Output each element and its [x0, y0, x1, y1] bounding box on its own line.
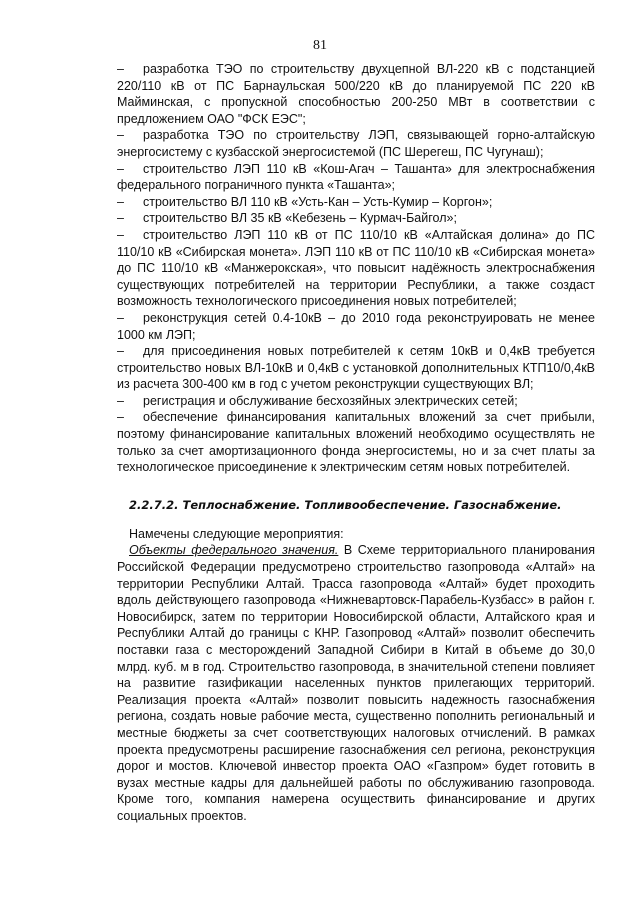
list-item-text: для присоединения новых потребителей к сетям 10кВ и 0,4кВ требуется строительство новых ВЛ-10кВ и 0,4кВ с установкой дополнительных КТП10/0,4кВ из расчета 300-400 км в год с учетом реконструкции существующих ВЛ; — [117, 344, 595, 392]
section-heading: 2.2.7.2. Теплоснабжение. Топливообеспечение. Газоснабжение. — [129, 497, 562, 512]
list-item — [117, 127, 595, 160]
list-item-text: обеспечение финансирования капитальных вложений за счет прибыли, поэтому финансирование капитальных вложений необходимо осуществлять не только за счет амортизационного фонда энергосистемы, но и за счет платы за технологическое присоединение к электрическим сетям новых потребителей. — [117, 410, 595, 475]
bullet-list — [117, 61, 595, 476]
list-item-text: строительство ЛЭП 110 кВ от ПС 110/10 кВ «Алтайская долина» до ПС 110/10 кВ «Сибирская монета». ЛЭП 110 кВ от ПС 110/10 кВ «Сибирская монета» до ПС 110/10 кВ «Манжерокская», что повысит надёжность электроснабжения существующих потребителей на территории Республики, а также создаст возможность технологического присоединения новых потребителей; — [117, 227, 595, 309]
list-item-text: реконструкция сетей 0.4-10кВ – до 2010 года реконструировать не менее 1000 км ЛЭП; — [117, 310, 595, 342]
list-item-text: разработка ТЭО по строительству ЛЭП, связывающей горно-алтайскую энергосистему с кузбасской энергосистемой (ПС Шерегеш, ПС Чугунаш); — [117, 128, 595, 159]
list-item-text: строительство ВЛ 110 кВ «Усть-Кан – Усть-Кумир – Коргон»; — [143, 194, 493, 209]
list-dash: – — [117, 194, 124, 209]
list-item — [117, 161, 595, 194]
list-dash: – — [117, 161, 124, 176]
federal-paragraph — [117, 542, 595, 824]
list-dash: – — [117, 128, 124, 143]
list-item-text: строительство ЛЭП 110 кВ «Кош-Агач – Ташанта» для электроснабжения федерального пограничного пункта «Ташанта»; — [117, 161, 595, 193]
list-item — [117, 409, 595, 475]
list-item — [117, 310, 595, 343]
document-body — [117, 61, 595, 825]
list-dash: – — [117, 227, 124, 242]
list-item — [117, 61, 595, 127]
list-item — [117, 393, 595, 410]
list-item — [117, 210, 595, 227]
list-item — [117, 343, 595, 393]
list-dash: – — [117, 344, 124, 359]
list-item-text: строительство ВЛ 35 кВ «Кебезень – Курмач-Байгол»; — [143, 211, 457, 226]
federal-label: Объекты федерального значения. — [129, 543, 339, 558]
list-dash: – — [117, 211, 124, 226]
page-number: 81 — [313, 38, 327, 53]
list-item-text: разработка ТЭО по строительству двухцепной ВЛ-220 кВ с подстанцией 220/110 кВ от ПС Барнаульская 500/220 кВ до планируемой ПС 220 кВ Майминская, с пропускной способностью 200-250 МВт в соответствии с предложением ОАО "ФСК ЕЭС"; — [117, 62, 595, 126]
list-item-text: регистрация и обслуживание бесхозяйных электрических сетей; — [143, 393, 518, 408]
list-dash: – — [117, 410, 124, 425]
intro-paragraph: Намечены следующие мероприятия: — [129, 526, 344, 541]
federal-text: В Схеме территориального планирования Российской Федерации предусмотрено строительство газопровода «Алтай» на территории Республики Алтай. Трасса газопровода «Алтай» будет проходить вдоль действующего газопровода «Нижневартовск-Парабель-Кузбасс» в район г. Новосибирск, затем по территории Новосибирской области, Алтайского края и Республики Алтай до границы с КНР. Газопровод «Алтай» позволит обеспечить поставки газа с месторождений Западной Сибири в Китай в объеме до 30,0 млрд. куб. м в год. Строительство газопровода, в значительной степени повлияет на развитие газификации населенных пунктов прилегающих территорий. Реализация проекта «Алтай» позволит повысить надежность газоснабжения региона, создать новые рабочие места, существенно пополнить региональный и местные бюджеты за счет соответствующих налоговых отчислений. В рамках проекта предусмотрены расширение газоснабжения сел региона, реконструкция дорог и мостов. Ключевой инвестор проекта ОАО «Газпром» будет готовить в вузах местные кадры для дальнейшей работы по обслуживанию газопровода. Кроме того, компания намерена осуществить финансирование и других социальных проектов. — [117, 543, 595, 823]
list-item — [117, 194, 595, 211]
list-item — [117, 227, 595, 310]
list-dash: – — [117, 310, 124, 325]
list-dash: – — [117, 62, 124, 76]
list-dash: – — [117, 393, 124, 408]
